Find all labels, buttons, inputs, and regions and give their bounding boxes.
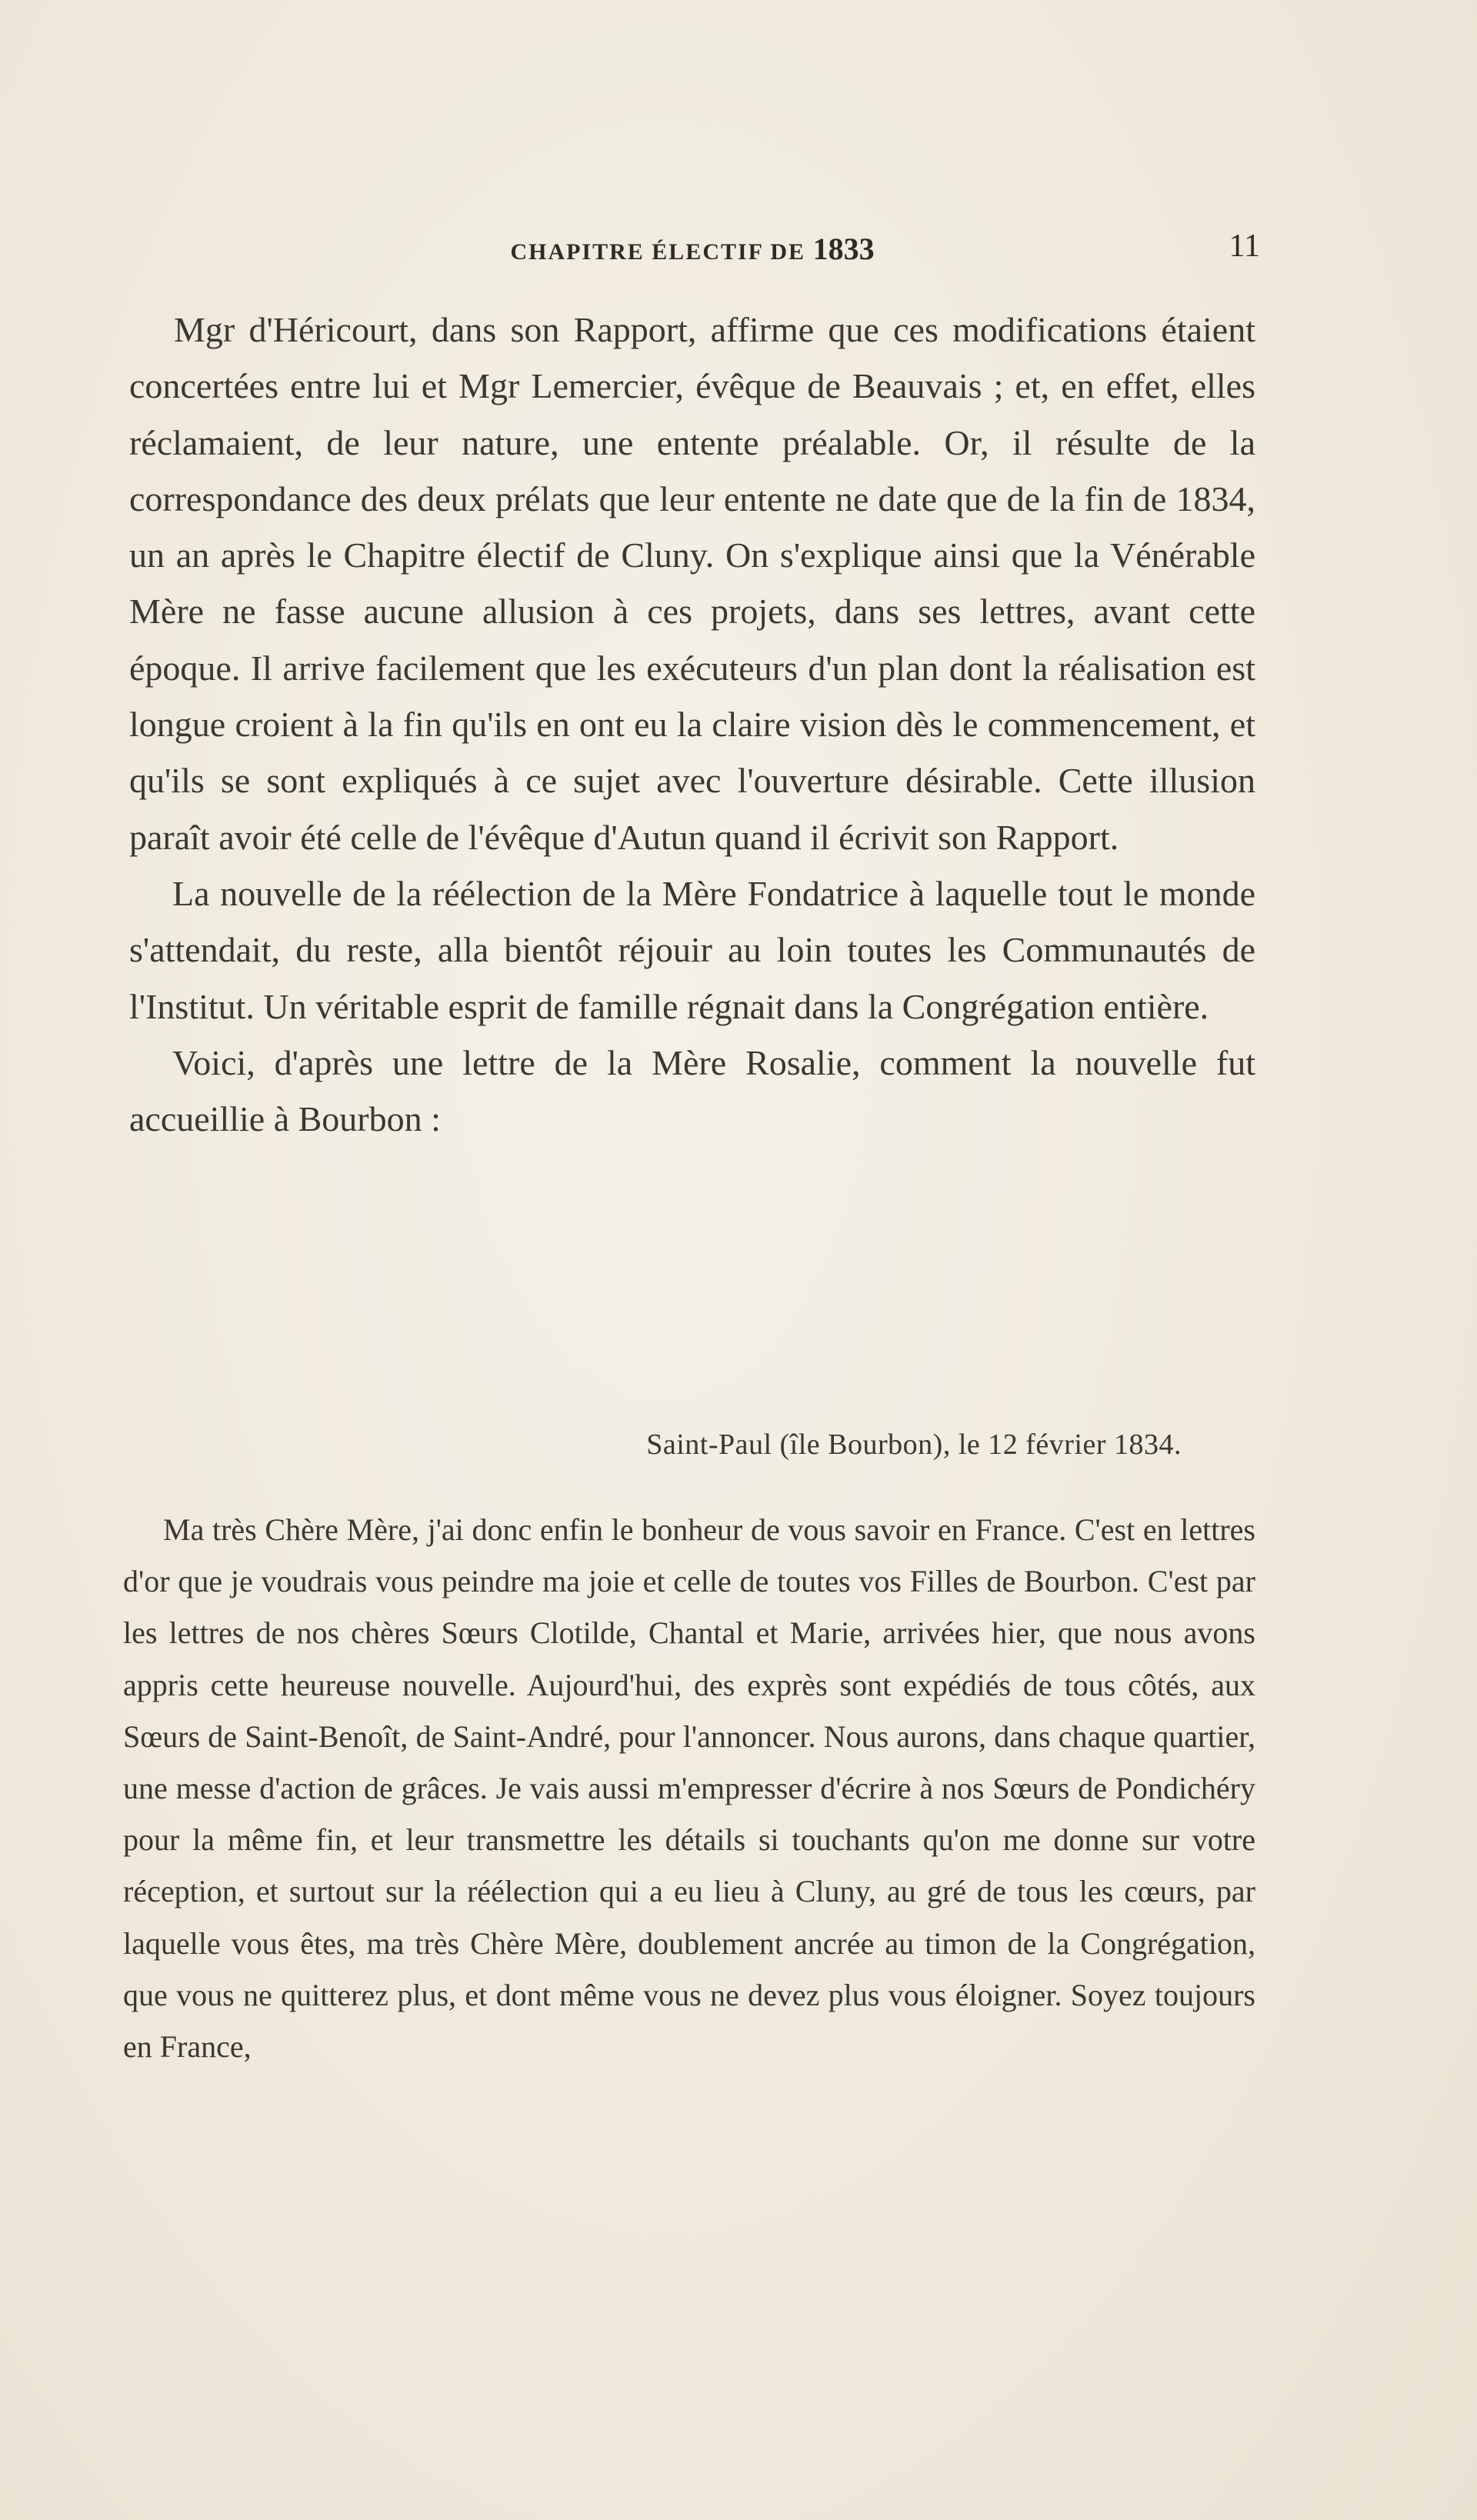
body-text: [129, 302, 1255, 1147]
letter-dateline: Saint-Paul (île Bourbon), le 12 février 1834.: [646, 1428, 1182, 1461]
paragraph-1: Mgr d'Héricourt, dans son Rapport, affirme que ces modifications étaient concertées entre lui et Mgr Lemercier, évêque de Beauvais ; et, en effet, elles réclamaient, de leur nature, une entente préalable. Or, il résulte de la correspondance des deux prélats que leur entente ne date que de la fin de 1834, un an après le Chapitre électif de Cluny. On s'explique ainsi que la Vénérable Mère ne fasse aucune allusion à ces projets, dans ses lettres, avant cette époque. Il arrive facilement que les exécuteurs d'un plan dont la réalisation est longue croient à la fin qu'ils en ont eu la claire vision dès le commencement, et qu'ils se sont expliqués à ce sujet avec l'ouverture désirable. Cette illusion paraît avoir été celle de l'évêque d'Autun quand il écrivit son Rapport.: [129, 310, 1255, 857]
paragraph-2: La nouvelle de la réélection de la Mère Fondatrice à laquelle tout le monde s'attendait, du reste, alla bientôt réjouir au loin toutes les Communautés de l'Institut. Un véritable esprit de famille régnait dans la Congrégation entière.: [129, 873, 1255, 1026]
running-title: [129, 231, 1255, 267]
page-number: 11: [1229, 228, 1260, 264]
running-title-text: CHAPITRE ÉLECTIF DE: [510, 239, 806, 265]
letter-paragraph: Ma très Chère Mère, j'ai donc enfin le bonheur de vous savoir en France. C'est en lettres d'or que je voudrais vous peindre ma joie et celle de toutes vos Filles de Bourbon. C'est par les lettres de nos chères Sœurs Clotilde, Chantal et Marie, arrivées hier, que nous avons appris cette heureuse nouvelle. Aujourd'hui, des exprès sont expédiés de tous côtés, aux Sœurs de Saint-Benoît, de Saint-André, pour l'annoncer. Nous aurons, dans chaque quartier, une messe d'action de grâces. Je vais aussi m'empresser d'écrire à nos Sœurs de Pondichéry pour la même fin, et leur transmettre les détails si touchants qu'on me donne sur votre réception, et surtout sur la réélection qui a eu lieu à Cluny, au gré de tous les cœurs, par laquelle vous êtes, ma très Chère Mère, doublement ancrée au timon de la Congrégation, que vous ne quitterez plus, et dont même vous ne devez plus vous éloigner. Soyez toujours en France,: [123, 1512, 1255, 2065]
letter-quotation: [123, 1504, 1255, 2072]
running-head: [129, 228, 1260, 269]
running-title-year: 1833: [812, 232, 875, 266]
paragraph-3: Voici, d'après une lettre de la Mère Rosalie, comment la nouvelle fut accueillie à Bourbon :: [129, 1042, 1255, 1139]
